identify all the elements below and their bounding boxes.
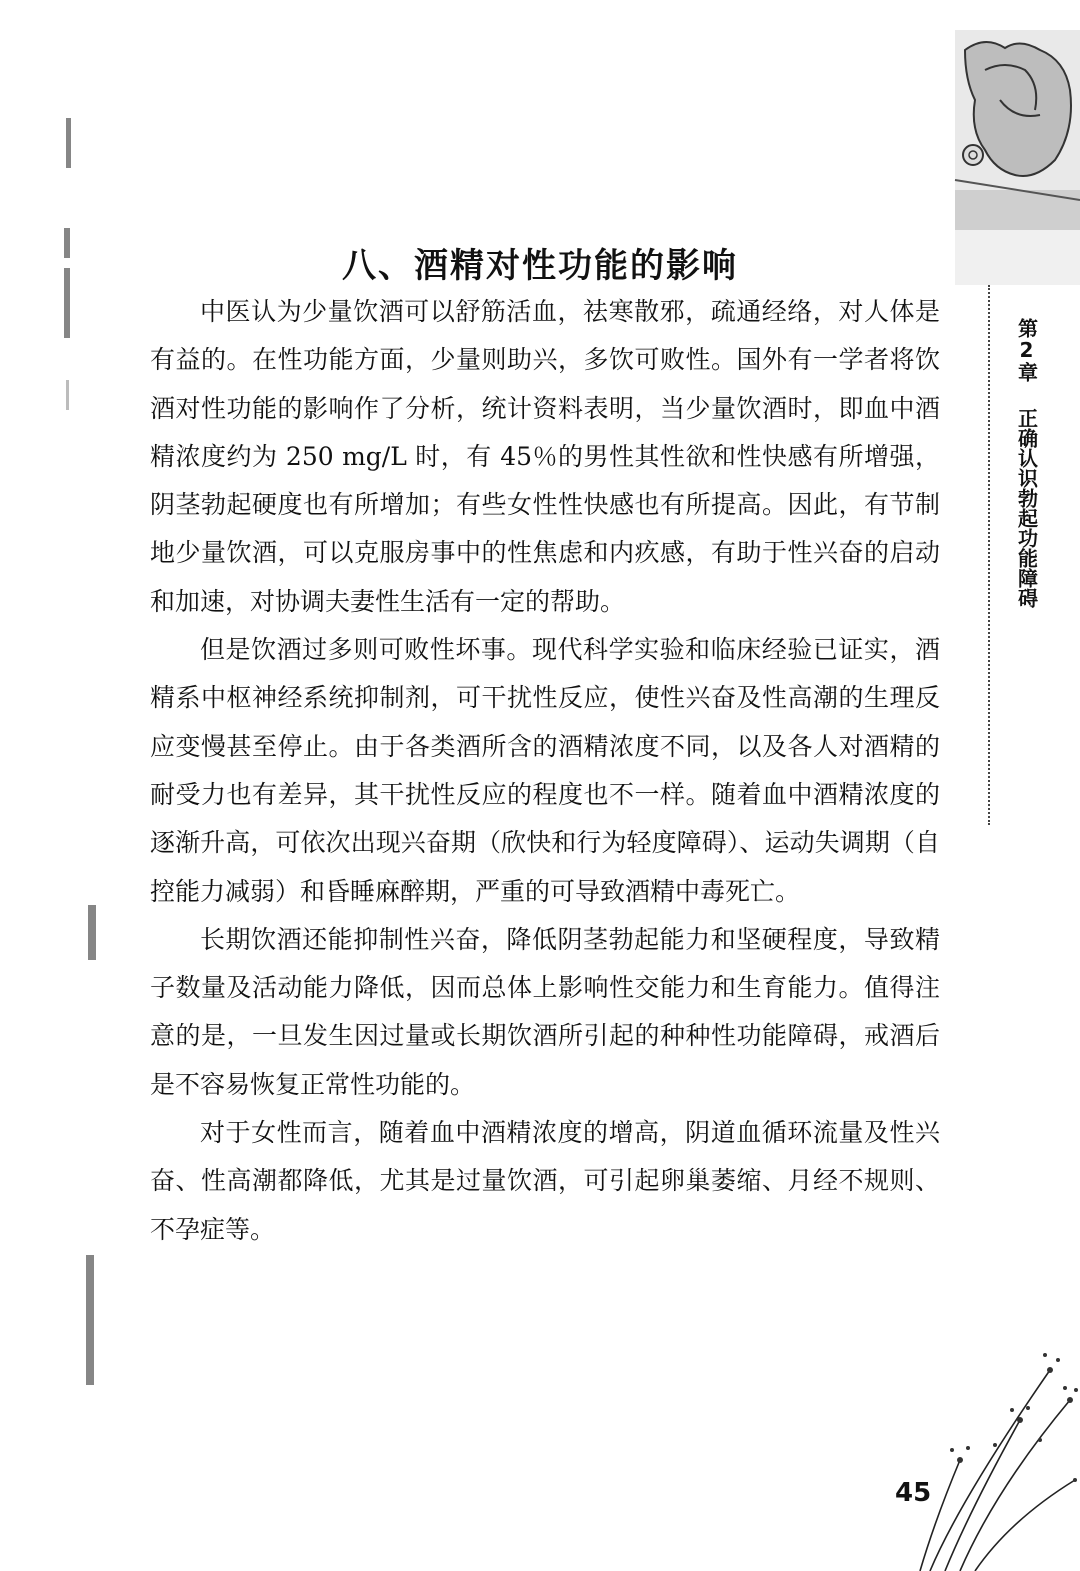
scan-artifact — [66, 118, 71, 168]
body-text — [150, 288, 940, 1254]
chapter-number: 第2章 — [1014, 318, 1039, 382]
paragraph: 对于女性而言，随着血中酒精浓度的增高，阴道血循环流量及性兴奋、性高潮都降低，尤其是过量饮酒，可引起卵巢萎缩、月经不规则、不孕症等。 — [150, 1118, 940, 1244]
scan-artifact — [86, 1255, 94, 1385]
paragraph: 但是饮酒过多则可败性坏事。现代科学实验和临床经验已证实，酒精系中枢神经系统抑制剂，可干扰性反应，使性兴奋及性高潮的生理反应变慢甚至停止。由于各类酒所含的酒精浓度不同，以及各人对酒精的耐受力也有差异，其干扰性反应的程度也不一样。随着血中酒精浓度的逐渐升高，可依次出现兴奋期（欣快和行为轻度障碍）、运动失调期（自控能力减弱）和昏睡麻醉期，严重的可导致酒精中毒死亡。 — [150, 635, 940, 906]
scan-artifact — [66, 380, 69, 410]
chapter-title: 正确认识勃起功能障碍 — [1014, 408, 1039, 608]
chapter-tab — [1010, 318, 1042, 608]
muscleman-illustration-icon — [945, 30, 1080, 285]
scan-artifact — [88, 905, 96, 960]
page-number: 45 — [895, 1478, 932, 1508]
paragraph: 中医认为少量饮酒可以舒筋活血，祛寒散邪，疏通经络，对人体是有益的。在性功能方面，少量则助兴，多饮可败性。国外有一学者将饮酒对性功能的影响作了分析，统计资料表明，当少量饮酒时，即血中酒精浓度约为 250 mg/L 时，有 45％的男性其性欲和性快感有所增强，阴茎勃起硬度也有所增加；有些女性性快感也有所提高。因此，有节制地少量饮酒，可以克服房事中的性焦虑和内疚感，有助于性兴奋的启动和加速，对协调夫妻性生活有一定的帮助。 — [150, 297, 940, 616]
paragraph: 长期饮酒还能抑制性兴奋，降低阴茎勃起能力和坚硬程度，导致精子数量及活动能力降低，因而总体上影响性交能力和生育能力。值得注意的是，一旦发生因过量或长期饮酒所引起的种种性功能障碍，戒酒后是不容易恢复正常性功能的。 — [150, 924, 940, 1099]
plant-sprig-decoration-icon — [900, 1330, 1080, 1571]
section-heading: 八、酒精对性功能的影响 — [342, 245, 738, 286]
divider-line — [988, 285, 990, 825]
